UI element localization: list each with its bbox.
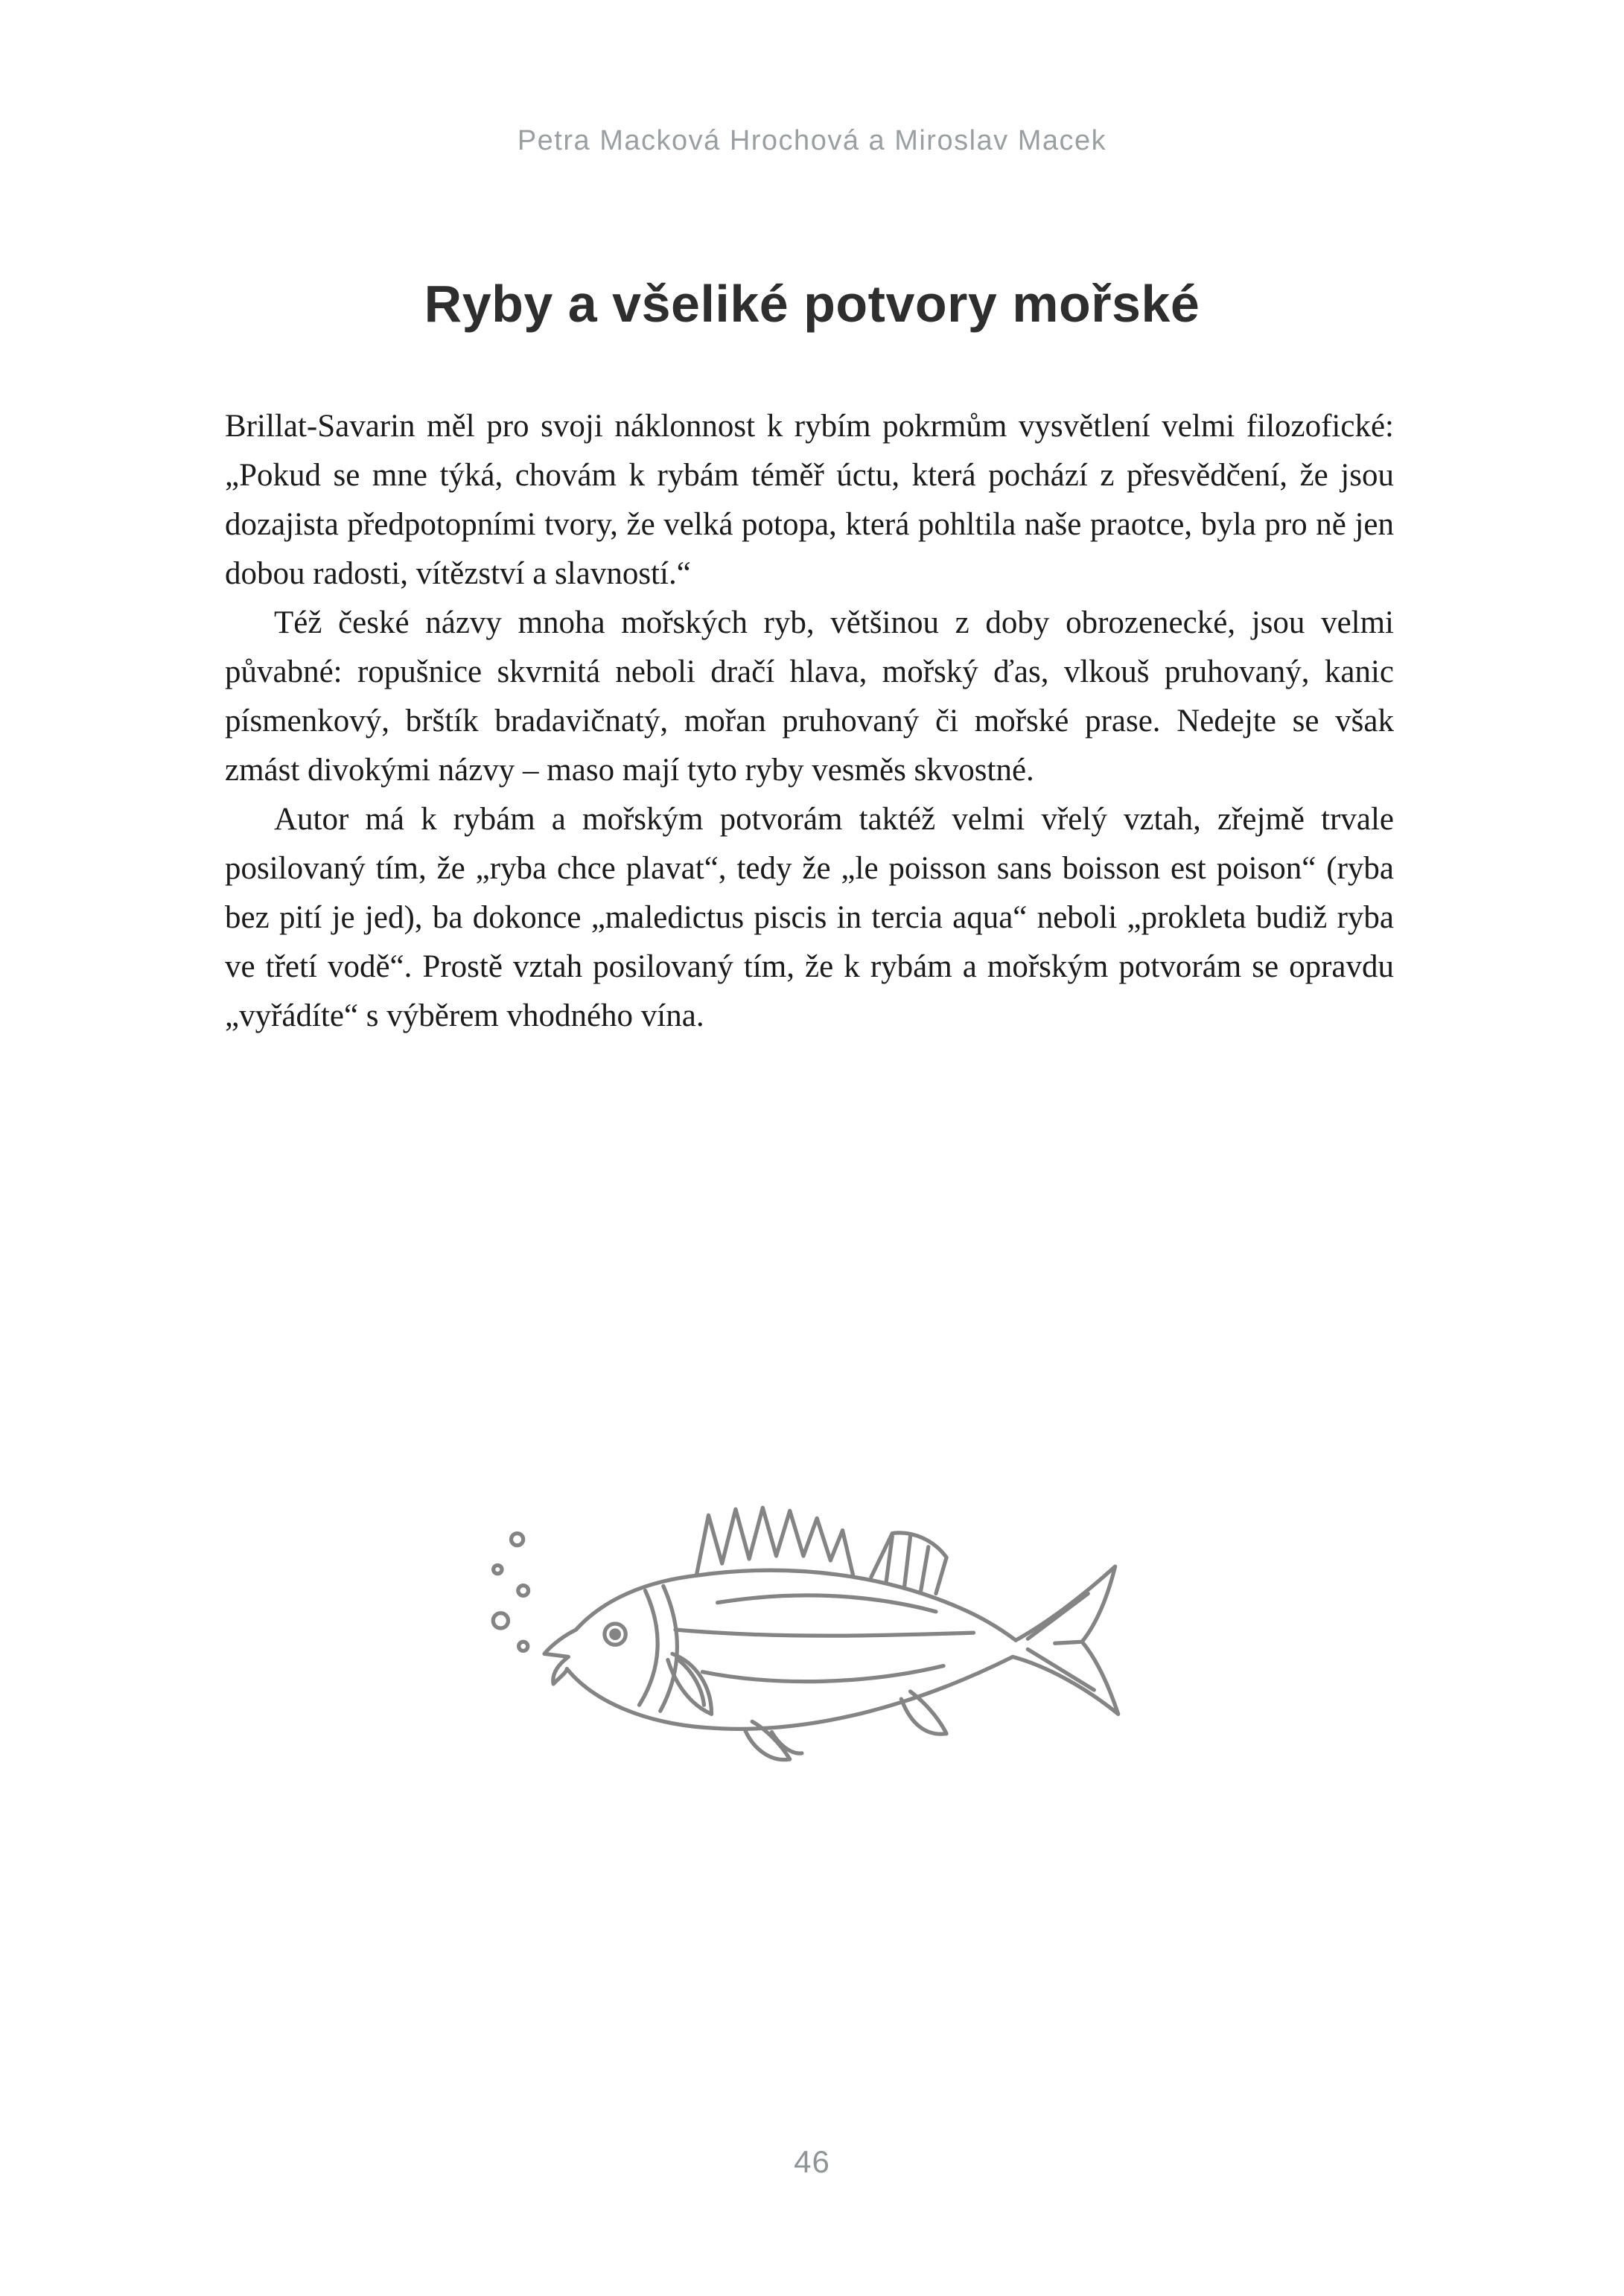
page-number: 46 [794,2144,830,2179]
bubble [512,1534,523,1546]
paragraph-1: Brillat-Savarin měl pro svoji náklonnost k rybím pokrmům vysvětlení velmi filozofické: „Pokud se mne týká, chovám k rybám téměř úctu, která pochází z přesvědčení, že jsou dozajista předpotopními tvory, že velká potopa, která pohltila naše praotce, byla pro ně jen dobou radosti, vítězství a slavností.“ [225,409,1394,591]
bubble [518,1586,529,1596]
paragraph-3: Autor má k rybám a mořským potvorám taktéž velmi vřelý vztah, zřejmě trvale posilovaný tím, že „ryba chce plavat“, tedy že „le poisson sans boisson est poison“ (ryba bez pití je jed), ba dokonce „maledictus piscis in tercia aqua“ neboli „prokleta budiž ryba ve třetí vodě“. Prostě vztah posilovaný tím, že k rybám a mořským potvorám se opravdu „vyřádíte“ s výběrem vhodného vína. [225,802,1394,1033]
bubble [519,1642,528,1651]
fish-illustration [477,1489,1139,1764]
bubble [493,1613,508,1628]
paragraph-2: Též české názvy mnoha mořských ryb, většinou z doby obrozenecké, jsou velmi půvabné: ropušnice skvrnitá neboli dračí hlava, mořský ďas, vlkouš pruhovaný, kanic písmenkový, brštík bradavičnatý, mořan pruhovaný či mořské prase. Nedejte se však zmást divokými názvy – maso mají tyto ryby vesměs skvostné. [225,605,1394,788]
running-header-authors: Petra Macková Hrochová a Miroslav Macek [517,125,1107,156]
fish-line-drawing-svg [477,1489,1139,1764]
body-text-block [225,402,1394,1041]
bubble [494,1565,502,1573]
chapter-title: Ryby a všeliké potvory mořské [424,275,1200,333]
